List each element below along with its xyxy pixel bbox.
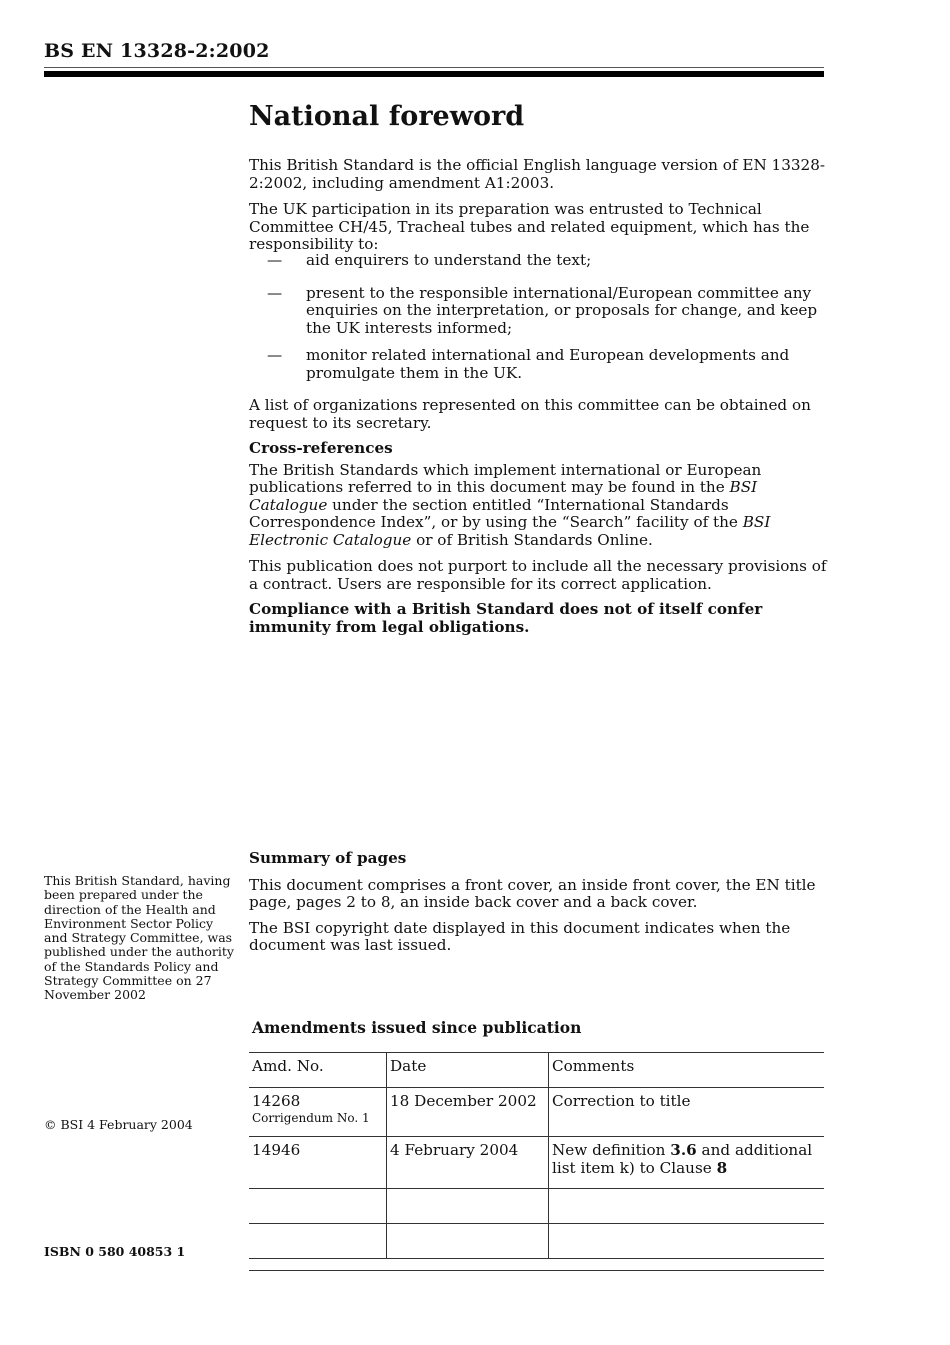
amd-no-cell <box>249 1088 387 1137</box>
compliance-notice <box>249 601 827 636</box>
amendments-table <box>249 1052 824 1259</box>
foreword-paragraph-1: This British Standard is the official English language version of EN 13328-2:2002, including amendment A1:2003. <box>249 156 826 192</box>
crossref-text-3: or of British Standards Online. <box>411 530 653 549</box>
column-header-comments: Comments <box>549 1053 825 1088</box>
table-row <box>249 1137 824 1189</box>
definition-ref: 3.6 <box>670 1141 697 1159</box>
amd-no: 14268 <box>252 1092 301 1110</box>
empty-cell <box>387 1224 549 1259</box>
copyright-notice: © BSI 4 February 2004 <box>44 1117 193 1132</box>
publication-authority-note: This British Standard, having been prepared under the direction of the Health and Environment Sector Policy and Strategy Committee, was published under the authority of the Standards Policy and Strategy Committee on 27 November 2002 <box>44 873 234 1003</box>
comment-text-1: New definition <box>552 1141 671 1159</box>
compliance-statement: Compliance with a British Standard does not of itself confer immunity from legal obligations. <box>249 600 763 636</box>
column-header-amd-no: Amd. No. <box>249 1053 387 1088</box>
amd-comment: Correction to title <box>549 1088 825 1137</box>
foreword-paragraph-3: A list of organizations represented on this committee can be obtained on request to its secretary. <box>249 396 811 432</box>
crossref-text-1: The British Standards which implement international or European publications referred to in this document may be found in the <box>249 460 762 496</box>
crossref-text-2: under the section entitled “International Standards Correspondence Index”, or by using the “Search” facility of the <box>249 495 743 531</box>
header-rule-thick <box>44 71 824 77</box>
table-header-row <box>249 1053 824 1088</box>
empty-cell <box>249 1224 387 1259</box>
list-item <box>249 347 827 382</box>
responsibility-list <box>249 252 827 382</box>
standard-number: BS EN 13328-2:2002 <box>44 40 270 62</box>
footer-rule <box>249 1270 824 1271</box>
foreword-paragraph-4: This publication does not purport to include all the necessary provisions of a contract. Users are responsible for its correct application. <box>249 557 827 593</box>
foreword-committee <box>249 201 827 254</box>
amendments-heading: Amendments issued since publication <box>252 1018 582 1037</box>
summary-heading: Summary of pages <box>249 849 407 867</box>
isbn: ISBN 0 580 40853 1 <box>44 1244 186 1259</box>
amd-date: 18 December 2002 <box>387 1088 549 1137</box>
cross-references-section <box>249 440 827 549</box>
amd-note: Corrigendum No. 1 <box>252 1110 370 1125</box>
clause-ref: 8 <box>716 1158 728 1177</box>
summary-paragraph-2: The BSI copyright date displayed in this document indicates when the document was last issued. <box>249 918 791 954</box>
amd-no: 14946 <box>249 1137 387 1189</box>
amd-date: 4 February 2004 <box>387 1137 549 1189</box>
header-rule-thin <box>44 67 824 68</box>
bsi-electronic-catalogue-ref: BSI Electronic Catalogue <box>249 513 771 549</box>
dash-bullet: — <box>267 346 283 364</box>
empty-cell <box>249 1189 387 1224</box>
cross-references-heading: Cross-references <box>249 439 393 457</box>
list-item <box>249 252 827 270</box>
table-row-empty <box>249 1224 824 1259</box>
contract-disclaimer <box>249 558 827 593</box>
page-title: National foreword <box>249 101 525 132</box>
foreword-paragraph-2: The UK participation in its preparation was entrusted to Technical Committee CH/45, Tracheal tubes and related equipment, which has the responsibility to: <box>249 200 810 253</box>
foreword-committee-list <box>249 397 827 432</box>
summary-paragraph-1: This document comprises a front cover, an inside front cover, the EN title page, pages 2 to 8, an inside back cover and a back cover. <box>249 875 816 911</box>
list-item-text: monitor related international and European developments and promulgate them in the UK. <box>306 346 790 382</box>
foreword-intro <box>249 157 827 192</box>
list-item-text: aid enquirers to understand the text; <box>306 251 592 269</box>
bsi-catalogue-ref: BSI Catalogue <box>249 478 758 514</box>
table-row-empty <box>249 1189 824 1224</box>
list-item <box>249 285 827 338</box>
empty-cell <box>549 1224 825 1259</box>
column-header-date: Date <box>387 1053 549 1088</box>
comment-text-2: and additional list item k) to Clause <box>552 1141 813 1177</box>
empty-cell <box>387 1189 549 1224</box>
cross-references-text <box>249 462 827 550</box>
empty-cell <box>549 1189 825 1224</box>
dash-bullet: — <box>267 283 283 302</box>
summary-of-pages-section <box>249 850 827 955</box>
amd-comment <box>549 1137 825 1189</box>
table-row <box>249 1088 824 1137</box>
dash-bullet: — <box>267 251 283 269</box>
list-item-text: present to the responsible international/European committee any enquiries on the interpretation, or proposals for change, and keep the UK interests informed; <box>306 283 818 337</box>
